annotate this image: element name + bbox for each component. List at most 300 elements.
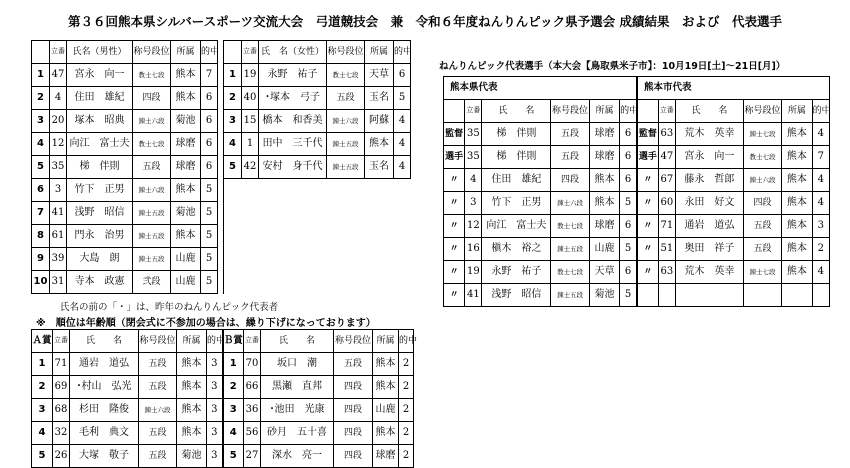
dan-cell: 五段 (743, 238, 781, 261)
name-cell: 浅野 昭信 (482, 284, 551, 307)
header-belong: 所属 (177, 330, 207, 353)
rank-cell: 4 (32, 133, 50, 156)
belong-cell: 球磨 (171, 156, 201, 179)
prize-table (31, 329, 418, 468)
belong-cell: 菊池 (589, 284, 619, 307)
hit-cell: 7 (812, 146, 829, 169)
hit-cell: 5 (620, 284, 637, 307)
empty-cell (259, 179, 327, 202)
belong-cell: 熊本 (171, 225, 201, 248)
header-num: 立番 (465, 100, 482, 123)
hit-cell: 7 (201, 64, 218, 87)
table-row (32, 271, 411, 294)
lane-number-cell (658, 284, 675, 307)
empty-cell (224, 271, 242, 294)
lane-number-cell: 63 (658, 123, 675, 146)
lane-number-cell: 70 (244, 353, 261, 376)
representatives-header-row (444, 100, 830, 123)
belong-cell: 球磨 (589, 123, 619, 146)
header-num: 立番 (658, 100, 675, 123)
belong-cell: 熊本 (171, 179, 201, 202)
dan-cell: 錬士五段 (327, 133, 365, 156)
header-hit: 的中 (207, 330, 223, 353)
name-cell: 田中 三千代 (259, 133, 327, 156)
lane-number-cell: 36 (244, 399, 261, 422)
belong-cell: 熊本 (782, 215, 812, 238)
belong-cell: 球磨 (589, 215, 619, 238)
header-dan: 称号段位 (327, 41, 365, 64)
rank-cell: 5 (32, 445, 53, 468)
belong-cell: 山鹿 (171, 248, 201, 271)
table-row (444, 215, 830, 238)
header-hit: 的中 (812, 100, 829, 123)
lane-number-cell: 35 (465, 146, 482, 169)
belong-cell: 熊本 (782, 238, 812, 261)
empty-cell (365, 271, 394, 294)
belong-cell: 熊本 (782, 169, 812, 192)
empty-cell (365, 225, 394, 248)
rank-cell: 1 (224, 64, 242, 87)
belong-cell: 阿蘇 (365, 110, 394, 133)
lane-number-cell: 19 (242, 64, 259, 87)
results-table (31, 40, 411, 294)
name-cell: 杉田 隆俊 (70, 399, 139, 422)
name-cell: 毛利 典文 (70, 422, 139, 445)
header-name: 氏 名 (675, 100, 743, 123)
belong-cell: 熊本 (782, 192, 812, 215)
note-previous-representative: 氏名の前の「・」は、昨年のねんりんピック代表者 (60, 302, 279, 313)
hit-cell: 4 (812, 192, 829, 215)
hit-cell: 2 (399, 399, 414, 422)
header-name: 氏 名 (70, 330, 139, 353)
dan-cell: 五段 (551, 123, 589, 146)
hit-cell: 6 (620, 215, 637, 238)
rank-cell: 3 (223, 399, 244, 422)
header-hit: 的中 (394, 41, 411, 64)
table-row (32, 179, 411, 202)
role-cell: 選手 (637, 146, 658, 169)
dan-cell: 錬士五段 (551, 284, 589, 307)
empty-cell (224, 179, 242, 202)
table-row (444, 284, 830, 307)
rank-cell: 2 (223, 376, 244, 399)
role-cell: 選手 (444, 146, 465, 169)
name-cell: 奥田 祥子 (675, 238, 743, 261)
dan-cell: 教士七段 (133, 133, 171, 156)
lane-number-cell: 35 (465, 123, 482, 146)
belong-cell: 玉名 (365, 156, 394, 179)
hit-cell: 5 (620, 238, 637, 261)
table-row (32, 133, 411, 156)
table-row (32, 225, 411, 248)
empty-cell (394, 202, 411, 225)
table-row (444, 261, 830, 284)
dan-cell: 五段 (743, 215, 781, 238)
header-num: 立番 (50, 41, 67, 64)
empty-cell (242, 179, 259, 202)
lane-number-cell: 12 (465, 215, 482, 238)
lane-number-cell: 4 (50, 87, 67, 110)
dan-cell: 教士七段 (327, 64, 365, 87)
header-hit: 的中 (399, 330, 414, 353)
name-cell: 竹下 正男 (482, 192, 551, 215)
belong-cell: 熊本 (177, 353, 207, 376)
hit-cell: 6 (201, 133, 218, 156)
empty-cell (242, 248, 259, 271)
belong-cell: 熊本 (171, 64, 201, 87)
empty-cell (259, 248, 327, 271)
belong-cell: 熊本 (589, 169, 619, 192)
empty-cell (365, 248, 394, 271)
name-cell: 通岩 道弘 (675, 215, 743, 238)
rank-cell: 2 (224, 87, 242, 110)
empty-cell (394, 271, 411, 294)
table-row (32, 399, 414, 422)
role-cell: 〃 (444, 261, 465, 284)
lane-number-cell: 20 (50, 110, 67, 133)
role-cell: 〃 (444, 284, 465, 307)
belong-cell (782, 284, 812, 307)
dan-cell: 四段 (334, 376, 373, 399)
name-cell: 梯 伴則 (482, 146, 551, 169)
hit-cell: 3 (207, 422, 223, 445)
representatives-group-row (444, 77, 830, 100)
name-cell: 門永 治男 (67, 225, 133, 248)
hit-cell: 5 (201, 179, 218, 202)
lane-number-cell: 69 (53, 376, 70, 399)
hit-cell: 3 (812, 215, 829, 238)
belong-cell: 熊本 (177, 422, 207, 445)
belong-cell: 天草 (365, 64, 394, 87)
belong-cell: 熊本 (373, 376, 399, 399)
header-dan: 称号段位 (133, 41, 171, 64)
table-row (444, 192, 830, 215)
name-cell: 竹下 正男 (67, 179, 133, 202)
name-cell: 住田 雄紀 (67, 87, 133, 110)
belong-cell: 熊本 (365, 133, 394, 156)
dan-cell: 錬士五段 (133, 225, 171, 248)
belong-cell: 熊本 (171, 87, 201, 110)
dan-cell: 錬士六段 (133, 179, 171, 202)
hit-cell: 6 (620, 169, 637, 192)
belong-cell: 天草 (589, 261, 619, 284)
lane-number-cell: 47 (50, 64, 67, 87)
name-cell: 坂口 潮 (261, 353, 334, 376)
name-cell: 永野 祐子 (259, 64, 327, 87)
name-cell: 塚本 昭典 (67, 110, 133, 133)
dan-cell: 教士七段 (551, 261, 589, 284)
hit-cell: 5 (201, 248, 218, 271)
hit-cell (812, 284, 829, 307)
table-row (444, 238, 830, 261)
rank-cell: 1 (32, 64, 50, 87)
name-cell: ･塚本 弓子 (259, 87, 327, 110)
rank-cell: 10 (32, 271, 50, 294)
name-cell: 大島 朗 (67, 248, 133, 271)
hit-cell: 2 (399, 422, 414, 445)
lane-number-cell: 39 (50, 248, 67, 271)
name-cell: 永野 祐子 (482, 261, 551, 284)
empty-cell (327, 202, 365, 225)
dan-cell: 錬士六段 (327, 110, 365, 133)
dan-cell: 四段 (334, 445, 373, 468)
header-hit: 的中 (620, 100, 637, 123)
table-row (444, 169, 830, 192)
dan-cell: 錬士五段 (133, 248, 171, 271)
rank-cell: 1 (223, 353, 244, 376)
lane-number-cell: 68 (53, 399, 70, 422)
hit-cell: 3 (207, 445, 223, 468)
header-rank (637, 100, 658, 123)
hit-cell: 5 (201, 202, 218, 225)
role-cell: 〃 (637, 261, 658, 284)
hit-cell: 4 (812, 261, 829, 284)
belong-cell: 山鹿 (171, 271, 201, 294)
lane-number-cell: 32 (53, 422, 70, 445)
rank-cell: 3 (224, 110, 242, 133)
header-belong: 所属 (365, 41, 394, 64)
header-belong: 所属 (171, 41, 201, 64)
role-cell: 監督 (444, 123, 465, 146)
lane-number-cell: 41 (50, 202, 67, 225)
note-ranking-order: ※ 順位は年齢順（閉会式に不参加の場合は、繰り下げになっております） (36, 318, 376, 329)
belong-cell: 熊本 (373, 353, 399, 376)
empty-cell (365, 202, 394, 225)
hit-cell: 3 (207, 353, 223, 376)
header-dan: 称号段位 (334, 330, 373, 353)
dan-cell: 五段 (551, 146, 589, 169)
dan-cell: 五段 (133, 156, 171, 179)
header-belong: 所属 (589, 100, 619, 123)
belong-cell: 球磨 (589, 146, 619, 169)
lane-number-cell: 56 (244, 422, 261, 445)
hit-cell: 6 (201, 87, 218, 110)
rank-cell: 4 (224, 133, 242, 156)
hit-cell: 5 (201, 225, 218, 248)
hit-cell: 6 (201, 156, 218, 179)
lane-number-cell: 40 (242, 87, 259, 110)
dan-cell: 四段 (551, 169, 589, 192)
name-cell: 向江 富士夫 (67, 133, 133, 156)
hit-cell: 2 (399, 376, 414, 399)
rank-cell: 6 (32, 179, 50, 202)
dan-cell: 錬士六段 (743, 169, 781, 192)
lane-number-cell: 60 (658, 192, 675, 215)
hit-cell: 3 (207, 376, 223, 399)
dan-cell: 教士七段 (133, 64, 171, 87)
empty-cell (365, 179, 394, 202)
lane-number-cell: 71 (53, 353, 70, 376)
role-cell: 〃 (444, 238, 465, 261)
name-cell: 住田 雄紀 (482, 169, 551, 192)
lane-number-cell: 3 (465, 192, 482, 215)
role-cell: 〃 (637, 215, 658, 238)
table-row (32, 87, 411, 110)
empty-cell (259, 225, 327, 248)
name-cell: 梯 伴則 (482, 123, 551, 146)
lane-number-cell: 1 (242, 133, 259, 156)
table-row (32, 156, 411, 179)
table-row (32, 202, 411, 225)
rank-cell: 5 (32, 156, 50, 179)
empty-cell (394, 225, 411, 248)
lane-number-cell: 3 (50, 179, 67, 202)
representatives-table (443, 76, 830, 307)
role-cell: 〃 (637, 238, 658, 261)
rank-cell: 4 (32, 422, 53, 445)
lane-number-cell: 41 (465, 284, 482, 307)
lane-number-cell: 42 (242, 156, 259, 179)
hit-cell: 6 (394, 64, 411, 87)
header-rank (224, 41, 242, 64)
dan-cell (743, 284, 781, 307)
hit-cell: 4 (394, 156, 411, 179)
lane-number-cell: 66 (244, 376, 261, 399)
lane-number-cell: 27 (244, 445, 261, 468)
belong-cell: 熊本 (373, 422, 399, 445)
lane-number-cell: 61 (50, 225, 67, 248)
hit-cell: 2 (399, 445, 414, 468)
dan-cell: 弐段 (133, 271, 171, 294)
hit-cell: 2 (399, 353, 414, 376)
empty-cell (327, 225, 365, 248)
empty-cell (259, 202, 327, 225)
name-cell: 宮永 向一 (67, 64, 133, 87)
name-cell: 橋本 和香美 (259, 110, 327, 133)
dan-cell: 錬士六段 (139, 399, 177, 422)
header-num: 立番 (53, 330, 70, 353)
table-row (32, 353, 414, 376)
rank-cell: 3 (32, 110, 50, 133)
name-cell: 槇木 裕之 (482, 238, 551, 261)
belong-cell: 球磨 (373, 445, 399, 468)
dan-cell: 五段 (139, 353, 177, 376)
dan-cell: 四段 (133, 87, 171, 110)
empty-cell (224, 202, 242, 225)
lane-number-cell: 71 (658, 215, 675, 238)
results-header-row (32, 41, 411, 64)
name-cell: 浅野 昭信 (67, 202, 133, 225)
header-dan: 称号段位 (743, 100, 781, 123)
rank-cell: 4 (223, 422, 244, 445)
table-row (32, 64, 411, 87)
belong-cell: 山鹿 (373, 399, 399, 422)
rank-cell: 2 (32, 376, 53, 399)
belong-cell: 熊本 (177, 399, 207, 422)
empty-cell (242, 225, 259, 248)
role-cell: 〃 (444, 192, 465, 215)
hit-cell: 5 (394, 87, 411, 110)
dan-cell: 錬士六段 (551, 192, 589, 215)
role-cell: 監督 (637, 123, 658, 146)
representatives-title: ねんりんピック代表選手（本大会【鳥取県米子市】：10月19日[土]～21日[月]） (439, 61, 786, 72)
hit-cell: 3 (207, 399, 223, 422)
header-hit: 的中 (201, 41, 218, 64)
prize-header-row (32, 330, 414, 353)
rank-cell: 5 (224, 156, 242, 179)
rank-cell: 7 (32, 202, 50, 225)
dan-cell: 五段 (334, 353, 373, 376)
header-name: 氏 名 (261, 330, 334, 353)
name-cell: 大塚 敬子 (70, 445, 139, 468)
rank-cell: 9 (32, 248, 50, 271)
header-belong: 所属 (782, 100, 812, 123)
hit-cell: 5 (201, 271, 218, 294)
belong-cell: 熊本 (589, 192, 619, 215)
empty-cell (327, 271, 365, 294)
city-representatives-label: 熊本市代表 (637, 77, 830, 100)
lane-number-cell: 12 (50, 133, 67, 156)
empty-cell (327, 179, 365, 202)
header-name-male: 氏名（男性） (67, 41, 133, 64)
role-cell: 〃 (444, 169, 465, 192)
empty-cell (327, 248, 365, 271)
header-num: 立番 (244, 330, 261, 353)
header-belong: 所属 (373, 330, 399, 353)
belong-cell: 熊本 (782, 146, 812, 169)
hit-cell: 5 (620, 192, 637, 215)
belong-cell: 球磨 (171, 133, 201, 156)
empty-cell (242, 202, 259, 225)
role-cell: 〃 (444, 215, 465, 238)
name-cell (675, 284, 743, 307)
dan-cell: 五段 (327, 87, 365, 110)
belong-cell: 熊本 (782, 123, 812, 146)
hit-cell: 6 (620, 146, 637, 169)
dan-cell: 錬士五段 (551, 238, 589, 261)
empty-cell (394, 179, 411, 202)
dan-cell: 錬士七段 (743, 261, 781, 284)
belong-cell: 山鹿 (589, 238, 619, 261)
name-cell: 向江 富士夫 (482, 215, 551, 238)
empty-cell (394, 248, 411, 271)
dan-cell: 錬士五段 (133, 202, 171, 225)
dan-cell: 錬士六段 (133, 110, 171, 133)
belong-cell: 菊池 (171, 202, 201, 225)
hit-cell: 4 (812, 169, 829, 192)
dan-cell: 錬士五段 (327, 156, 365, 179)
name-cell: 宮永 向一 (675, 146, 743, 169)
header-dan: 称号段位 (139, 330, 177, 353)
role-cell (637, 284, 658, 307)
name-cell: 寺本 政憲 (67, 271, 133, 294)
prefecture-representatives-label: 熊本県代表 (444, 77, 637, 100)
lane-number-cell: 67 (658, 169, 675, 192)
role-cell: 〃 (637, 169, 658, 192)
name-cell: ･池田 光康 (261, 399, 334, 422)
dan-cell: 四段 (743, 192, 781, 215)
lane-number-cell: 47 (658, 146, 675, 169)
lane-number-cell: 19 (465, 261, 482, 284)
name-cell: 藤永 哲郎 (675, 169, 743, 192)
name-cell: 深水 亮一 (261, 445, 334, 468)
header-name: 氏 名 (482, 100, 551, 123)
belong-cell: 菊池 (171, 110, 201, 133)
hit-cell: 4 (812, 123, 829, 146)
role-cell: 〃 (637, 192, 658, 215)
header-num: 立番 (242, 41, 259, 64)
lane-number-cell: 35 (50, 156, 67, 179)
rank-cell: 3 (32, 399, 53, 422)
hit-cell: 6 (620, 261, 637, 284)
dan-cell: 五段 (139, 445, 177, 468)
lane-number-cell: 4 (465, 169, 482, 192)
empty-cell (224, 248, 242, 271)
hit-cell: 4 (394, 133, 411, 156)
dan-cell: 錬士七段 (743, 123, 781, 146)
header-rank (444, 100, 465, 123)
name-cell: 通岩 道弘 (70, 353, 139, 376)
